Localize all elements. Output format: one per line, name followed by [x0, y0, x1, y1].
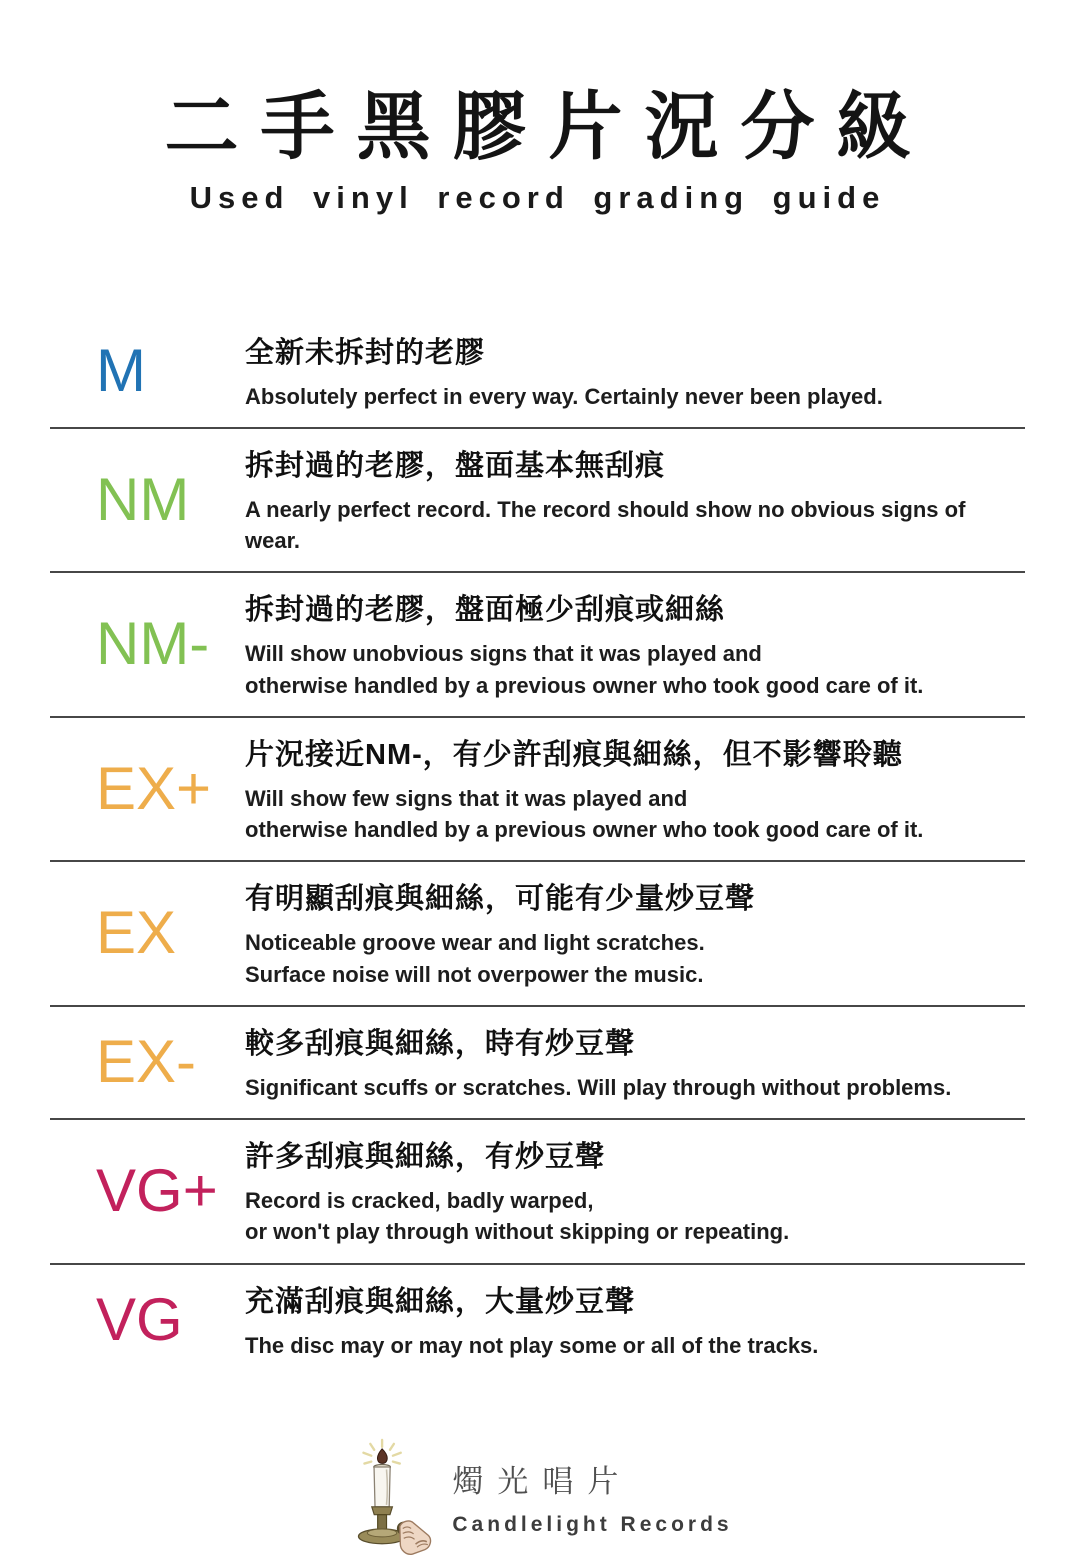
grade-heading-zh: 許多刮痕與細絲，有炒豆聲 [245, 1141, 606, 1174]
grade-heading-zh: 有明顯刮痕與細絲，可能有少量炒豆聲 [245, 883, 756, 916]
candlelight-candle-hand-icon [342, 1438, 434, 1556]
grade-code: VG [96, 1285, 183, 1353]
grade-heading-zh: 拆封過的老膠，盤面極少刮痕或細絲 [245, 594, 726, 627]
grade-info [245, 443, 1025, 556]
brand-name-zh: 燭光唱片 [452, 1464, 633, 1500]
grade-info [245, 1279, 1025, 1361]
grade-description-en: Significant scuffs or scratches. Will play through without problems. [245, 1074, 952, 1100]
grade-row-ex-minus [50, 1007, 1025, 1118]
grade-code: EX+ [96, 754, 212, 822]
grade-description-en: Will show unobvious signs that it was played and otherwise handled by a previous owner who took good care of it. [245, 641, 924, 698]
grade-code: EX [96, 899, 177, 967]
grade-description-en: Will show few signs that it was played and otherwise handled by a previous owner who took good care of it. [245, 785, 924, 843]
grade-heading-zh: 較多刮痕與細絲，時有炒豆聲 [245, 1027, 636, 1060]
grade-description-en: Noticeable groove wear and light scratches. Surface noise will not overpower the music. [245, 930, 705, 987]
brand-name-en: Candlelight Records [452, 1513, 733, 1537]
grade-heading-zh: 片況接近NM-，有少許刮痕與細絲，但不影響聆聽 [245, 738, 903, 771]
grade-row-nm-minus [50, 573, 1025, 715]
grade-row-ex-plus [50, 718, 1025, 860]
grade-description-en: A nearly perfect record. The record should show no obvious signs of wear. [245, 496, 966, 554]
poster-header [0, 85, 1075, 216]
brand-footer [0, 1438, 1075, 1556]
grade-code: NM- [96, 610, 210, 678]
grade-description-en: Record is cracked, badly warped, or won't play through without skipping or repeating. [245, 1188, 790, 1245]
page-title: 二手黑膠片況分級 [164, 85, 933, 168]
grade-code: EX- [96, 1027, 197, 1095]
grade-info [245, 876, 1025, 989]
grade-info [245, 732, 1025, 845]
grade-heading-zh: 拆封過的老膠，盤面基本無刮痕 [245, 449, 666, 482]
grade-info [245, 587, 1025, 700]
grade-row-ex [50, 862, 1025, 1004]
grade-heading-zh: 全新未拆封的老膠 [245, 336, 486, 369]
brand-text-block [452, 1456, 732, 1537]
grade-row-vg [50, 1265, 1025, 1376]
grade-row-nm [50, 429, 1025, 571]
grade-code: NM [96, 465, 190, 533]
grade-description-en: The disc may or may not play some or all of the tracks. [245, 1332, 819, 1358]
grade-row-m [50, 316, 1025, 427]
grade-code: M [96, 336, 146, 404]
grade-info [245, 1134, 1025, 1247]
grade-code: VG+ [96, 1156, 218, 1224]
page-subtitle: Used vinyl record grading guide [189, 179, 886, 215]
grade-table [50, 316, 1025, 1376]
grade-heading-zh: 充滿刮痕與細絲，大量炒豆聲 [245, 1285, 636, 1318]
grade-row-vg-plus [50, 1120, 1025, 1262]
grade-info [245, 330, 1025, 412]
grade-info [245, 1021, 1025, 1103]
grade-description-en: Absolutely perfect in every way. Certainly never been played. [245, 383, 883, 409]
